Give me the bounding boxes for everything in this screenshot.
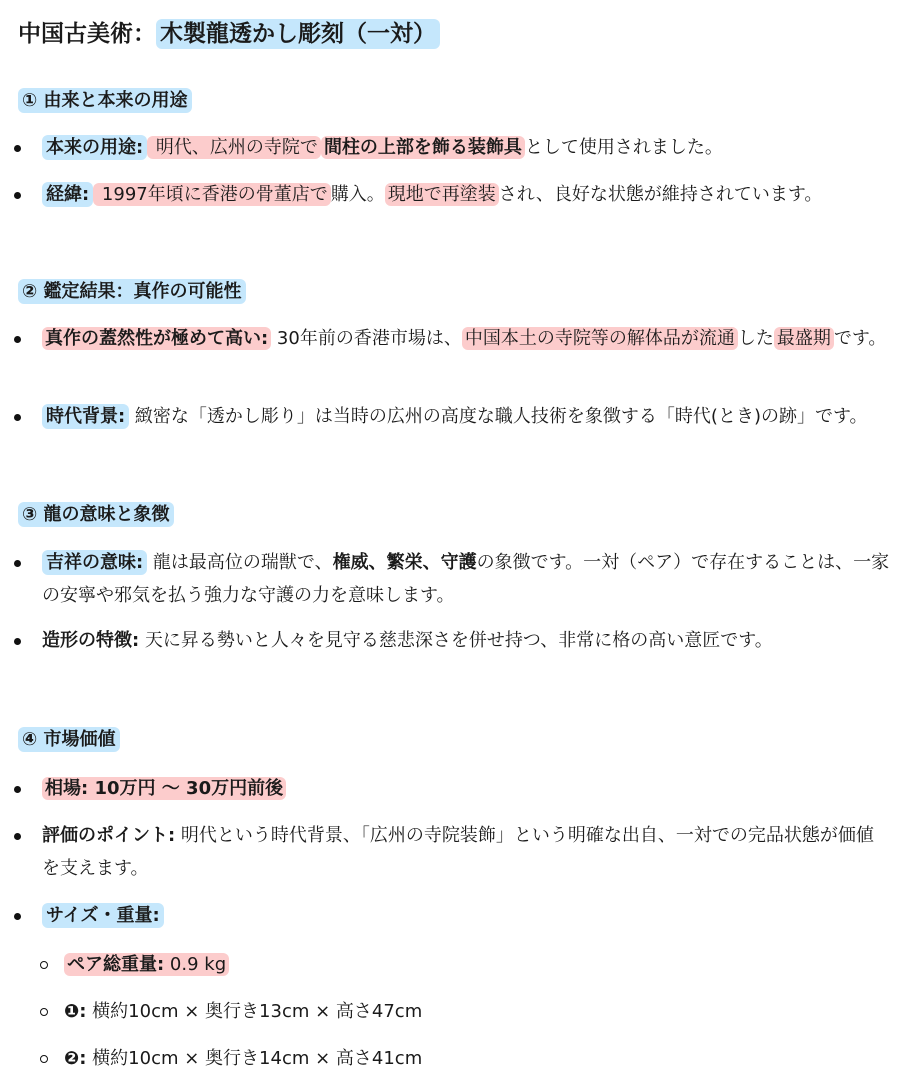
bullet bbox=[14, 336, 21, 343]
list-item-market-price: 相場: 10万円 〜 30万円前後 bbox=[42, 772, 890, 805]
bullet bbox=[14, 192, 21, 199]
sub-bullet bbox=[40, 1055, 48, 1063]
bullet bbox=[14, 560, 21, 567]
list-item-evaluation-points: 評価のポイント: 明代という時代背景、「広州の寺院装飾」という明確な出自、一対での完品状態が価値を支えます。 bbox=[42, 825, 874, 879]
bullet bbox=[14, 913, 21, 920]
list-item-size-weight: サイズ・重量: bbox=[42, 899, 890, 932]
bullet bbox=[14, 414, 21, 421]
bullet bbox=[14, 833, 21, 840]
section-heading-appraisal: ② 鑑定結果：真作の可能性 bbox=[18, 277, 246, 307]
sub-item-dimensions-2: ❷: 横約10cm × 奥行き14cm × 高さ41cm bbox=[64, 1048, 423, 1069]
sub-bullet bbox=[40, 1008, 48, 1016]
section-heading-origin: ① 由来と本来の用途 bbox=[18, 86, 192, 116]
list-item-form-features: 造形の特徴: 天に昇る勢いと人々を見守る慈悲深さを併せ持つ、非常に格の高い意匠です。 bbox=[42, 630, 773, 651]
sub-bullet bbox=[40, 961, 48, 969]
bullet bbox=[14, 638, 21, 645]
sub-item-dimensions-1: ❶: 横約10cm × 奥行き13cm × 高さ47cm bbox=[64, 1001, 423, 1022]
page-title bbox=[18, 14, 440, 54]
section-heading-dragon-meaning: ③ 龍の意味と象徴 bbox=[18, 500, 174, 530]
section-heading-market-value: ④ 市場価値 bbox=[18, 725, 120, 755]
list-item-authenticity: 真作の蓋然性が極めて高い: 30年前の香港市場は、 中国本土の寺院等の解体品が流通 した 最盛期 です。 bbox=[42, 322, 890, 355]
list-item-auspicious-meaning: 吉祥の意味: 龍は最高位の瑞獣で、権威、繁栄、守護の象徴です。一対（ペア）で存在することは、一家の安寧や邪気を払う強力な守護の力を意味します。 bbox=[42, 552, 890, 606]
bullet bbox=[14, 786, 21, 793]
list-item-history: 経緯: 1997年頃に香港の骨董店で 購入。 現地で再塗装 され、良好な状態が維持されています。 bbox=[42, 178, 890, 211]
title-prefix: 中国古美術： bbox=[18, 21, 156, 47]
title-highlight: 木製龍透かし彫刻（一対） bbox=[156, 19, 440, 49]
sub-item-total-weight: ペア総重量: 0.9 kg bbox=[64, 948, 229, 981]
list-item-original-use: 本来の用途: 明代、広州の寺院で 間柱の上部を飾る装飾具 として使用されました。 bbox=[42, 131, 890, 164]
bullet bbox=[14, 145, 21, 152]
list-item-era-background: 時代背景: 緻密な「透かし彫り」は当時の広州の高度な職人技術を象徴する「時代(とき)の跡」です。 bbox=[42, 400, 890, 433]
